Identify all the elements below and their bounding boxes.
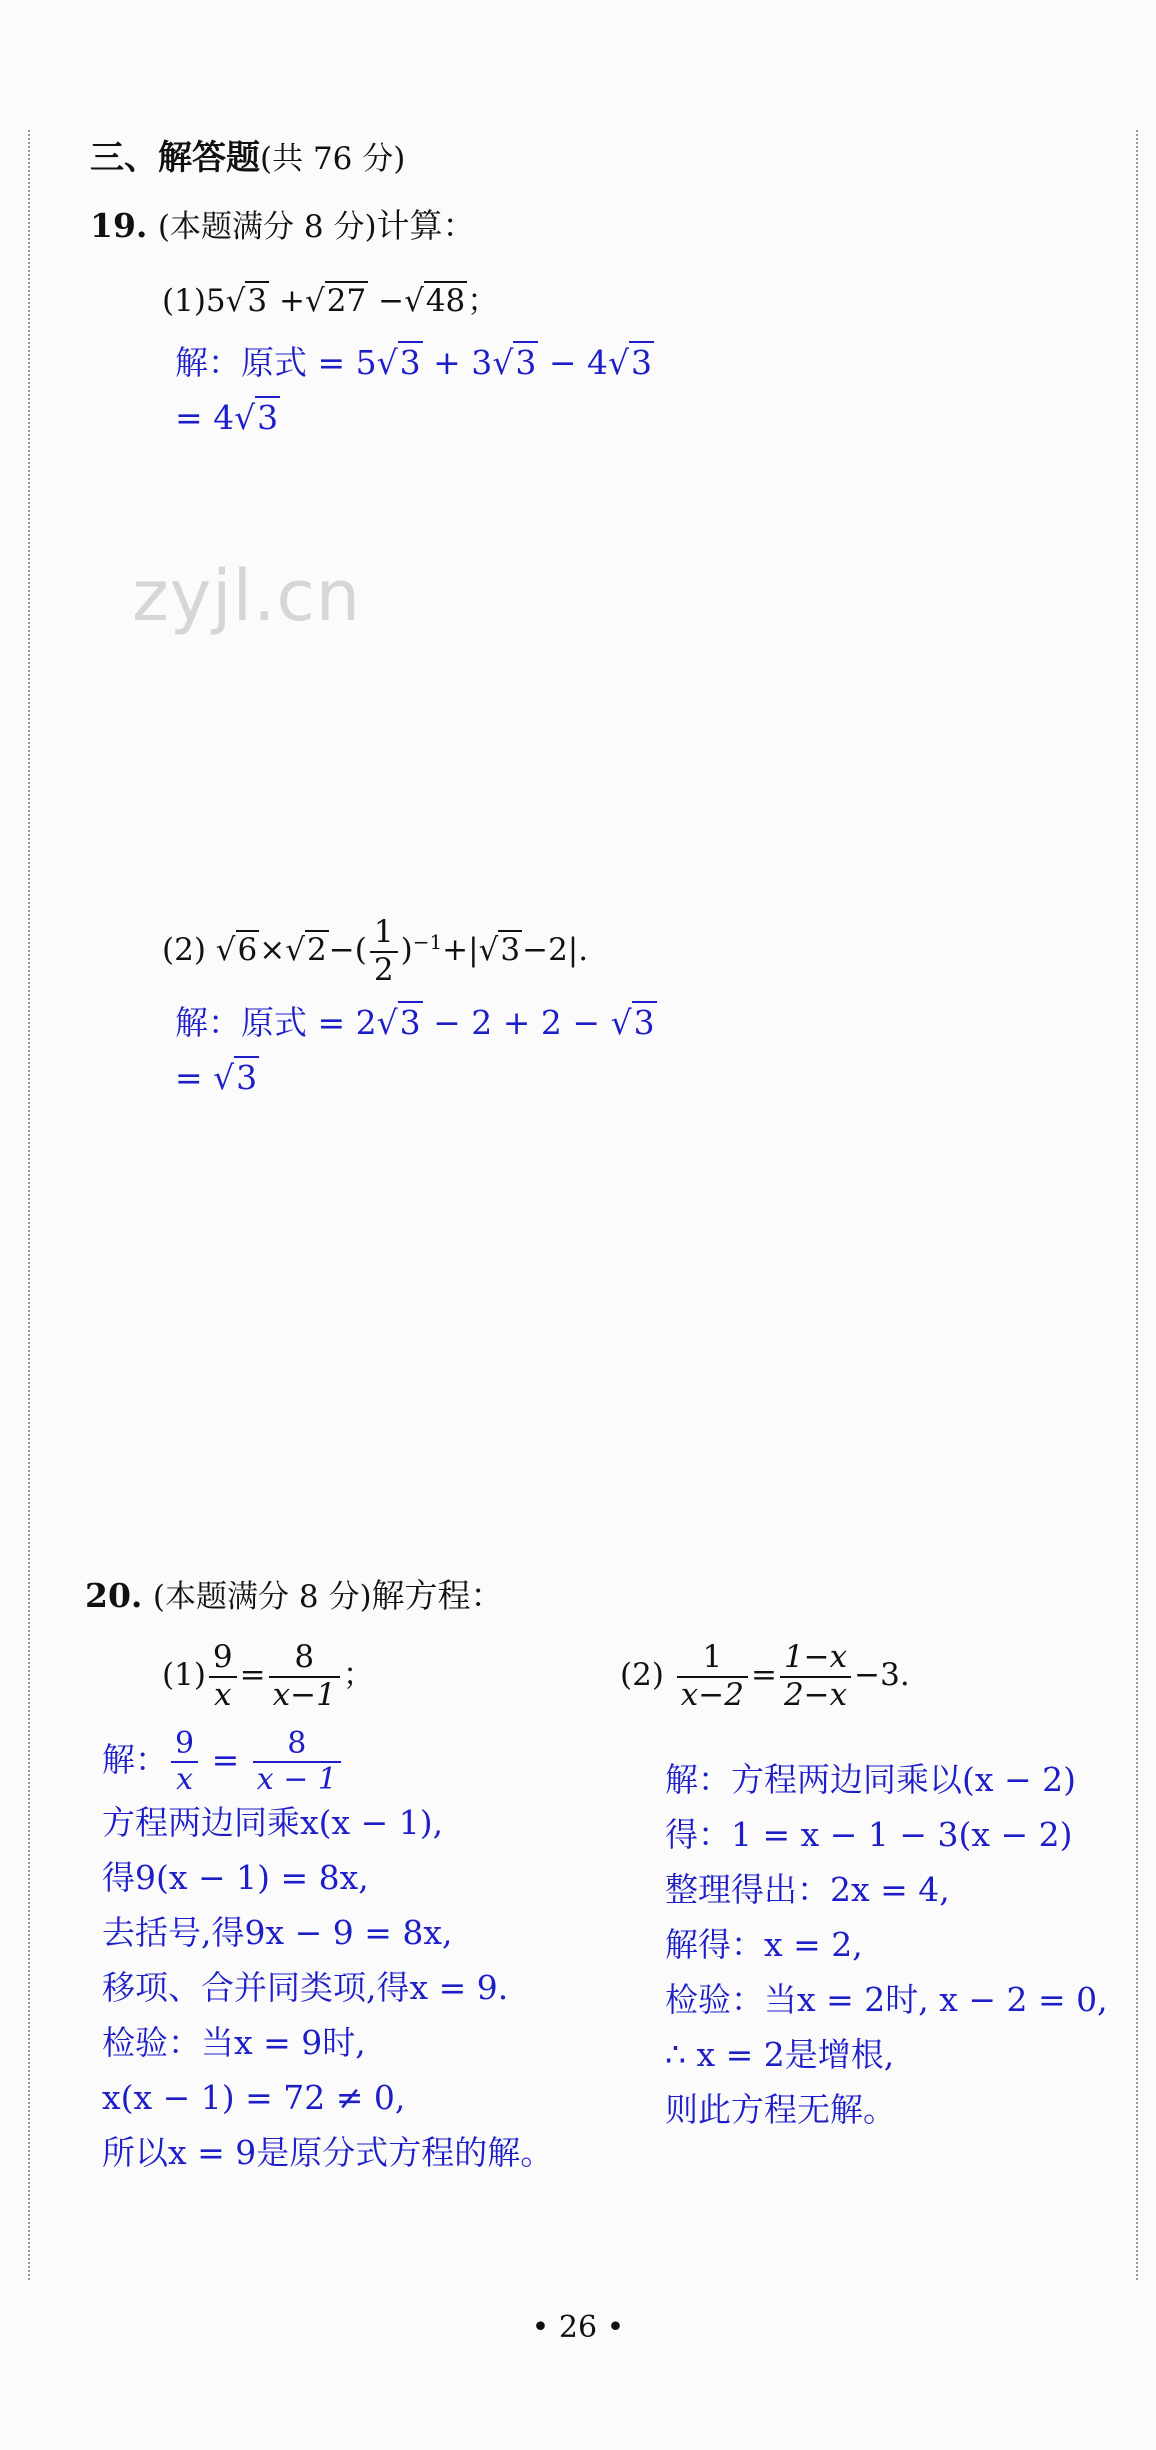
denominator: x − 1 (256, 1762, 337, 1797)
section-title (90, 130, 405, 179)
radicand: 27 (326, 283, 367, 319)
expression-tail: −2|. (522, 932, 589, 969)
sqrt-symbol: √3 (376, 343, 421, 382)
radicand: 3 (247, 283, 268, 319)
solution-line (102, 1725, 553, 1795)
question-task: 解方程： (371, 1576, 504, 1615)
solution-line (175, 995, 657, 1050)
radicand: 3 (631, 343, 653, 382)
denominator: 2 (373, 951, 394, 988)
left-dotted-border (28, 130, 30, 2280)
sqrt-symbol: √3 (213, 1058, 258, 1097)
solution-text: 解： (102, 1740, 168, 1779)
sqrt-symbol: √27 (305, 283, 367, 319)
q19-part2-expression (162, 915, 588, 988)
denominator: x−1 (272, 1676, 336, 1713)
sqrt-symbol: √2 (285, 932, 327, 969)
radicand: 3 (399, 1003, 421, 1042)
radicand: 3 (257, 398, 279, 437)
operator: − (378, 283, 405, 319)
fraction (677, 1640, 748, 1713)
sqrt-symbol: √3 (234, 398, 279, 437)
expression-tail: −3. (854, 1657, 910, 1694)
sqrt-symbol: √3 (376, 1003, 421, 1042)
numerator: 1−x (780, 1640, 851, 1678)
solution-line: 解得：x = 2, (665, 1925, 863, 1964)
numerator: 8 (253, 1727, 341, 1764)
solution-text: = (175, 1058, 214, 1097)
radicand: 3 (399, 343, 421, 382)
solution-line: 检验：当x = 9时, (102, 2023, 366, 2062)
operator: = (201, 1740, 250, 1779)
sqrt-symbol: √3 (492, 343, 537, 382)
q19-part1-expression (162, 275, 498, 320)
solution-text: − 2 + 2 − (422, 1003, 611, 1042)
solution-line (175, 1050, 657, 1105)
solution-text: − 4 (538, 343, 608, 382)
watermark: zyjl.cn (132, 555, 362, 637)
question-number: 19. (90, 206, 148, 245)
operator: −( (328, 932, 367, 969)
part-label: (2) (620, 1657, 664, 1694)
coef: 5 (205, 283, 226, 319)
q20-part1-equation (162, 1640, 374, 1713)
solution-line (175, 335, 654, 390)
solution-line: 得9(x − 1) = 8x, (102, 1858, 369, 1897)
operator: +| (442, 932, 479, 969)
question-19-title (90, 200, 476, 247)
question-number: 20. (85, 1576, 143, 1615)
q19-solution-2 (175, 995, 657, 1105)
right-dotted-border (1136, 130, 1138, 2280)
q19-solution-1 (175, 335, 654, 445)
radicand: 6 (237, 932, 258, 969)
q20-solution-1 (102, 1725, 553, 2180)
fraction (253, 1727, 341, 1798)
fraction (209, 1640, 237, 1713)
question-meta: (本题满分 8 分) (157, 209, 377, 245)
numerator: 8 (269, 1640, 340, 1678)
solution-text: = 4 (175, 398, 235, 437)
solution-text: + 3 (422, 343, 493, 382)
solution-line: x(x − 1) = 72 ≠ 0, (102, 2078, 406, 2117)
fraction (269, 1640, 340, 1713)
radicand: 3 (500, 932, 521, 969)
fraction (171, 1727, 198, 1798)
sqrt-symbol: √48 (404, 283, 466, 319)
numerator: 1 (677, 1640, 748, 1678)
sqrt-symbol: √3 (225, 283, 268, 319)
sqrt-symbol: √6 (215, 932, 258, 969)
denominator: x−2 (680, 1676, 744, 1713)
fraction (370, 915, 398, 988)
operator: × (259, 932, 286, 969)
operator: + (279, 283, 305, 319)
solution-text: 解：原式 = 2 (175, 1003, 377, 1042)
fraction (780, 1640, 851, 1713)
numerator: 9 (171, 1727, 198, 1764)
sqrt-symbol: √3 (478, 932, 521, 969)
radicand: 3 (515, 343, 537, 382)
operator: = (750, 1657, 777, 1694)
denominator: 2−x (783, 1676, 848, 1713)
page-number: • 26 • (531, 2310, 625, 2345)
solution-line: 去括号,得9x − 9 = 8x, (102, 1913, 453, 1952)
radicand: 48 (425, 283, 466, 319)
punctuation: ； (467, 283, 499, 319)
part-label: (1) (162, 283, 206, 319)
solution-line: 解：方程两边同乘以(x − 2) (665, 1760, 1076, 1799)
solution-line: 整理得出：2x = 4, (665, 1870, 950, 1909)
part-label: (1) (162, 1657, 206, 1694)
solution-line (175, 390, 654, 445)
q20-solution-2 (665, 1752, 1108, 2137)
q20-part2-equation (620, 1640, 910, 1713)
denominator: x (176, 1762, 193, 1797)
solution-line: ∴ x = 2是增根, (665, 2035, 895, 2074)
solution-line: 则此方程无解。 (665, 2090, 896, 2129)
part-label: (2) (162, 932, 206, 969)
sqrt-symbol: √3 (610, 1003, 655, 1042)
numerator: 1 (370, 915, 398, 953)
radicand: 3 (633, 1003, 655, 1042)
question-meta: (本题满分 8 分) (152, 1579, 372, 1615)
operator: = (239, 1657, 266, 1694)
question-task: 计算： (376, 206, 476, 245)
denominator: x (214, 1676, 232, 1713)
solution-text: 解：原式 = 5 (175, 343, 377, 382)
solution-line: 方程两边同乘x(x − 1), (102, 1803, 444, 1842)
solution-line: 所以x = 9是原分式方程的解。 (102, 2133, 554, 2172)
exponent: −1 (412, 929, 443, 954)
solution-line: 得：1 = x − 1 − 3(x − 2) (665, 1815, 1073, 1854)
punctuation: ； (342, 1657, 374, 1694)
section-title-text: 三、解答题 (90, 138, 260, 178)
section-points: (共 76 分) (260, 141, 406, 177)
numerator: 9 (209, 1640, 237, 1678)
sqrt-symbol: √3 (607, 343, 653, 382)
paren: ) (400, 932, 413, 969)
radicand: 3 (236, 1058, 258, 1097)
solution-line: 检验：当x = 2时, x − 2 = 0, (665, 1980, 1108, 2019)
question-20-title (85, 1570, 504, 1617)
radicand: 2 (307, 932, 327, 969)
solution-line: 移项、合并同类项,得x = 9. (102, 1968, 509, 2007)
